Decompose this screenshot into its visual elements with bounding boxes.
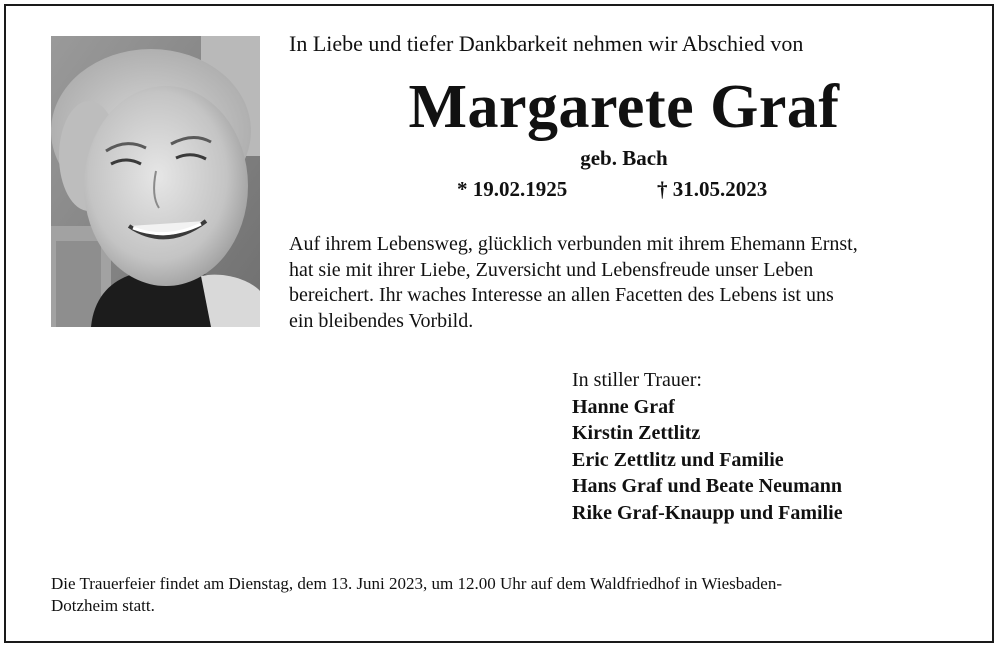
mourner-name: Hans Graf und Beate Neumann <box>572 475 843 497</box>
funeral-line: Die Trauerfeier findet am Dienstag, dem 13. Juni 2023, um 12.00 Uhr auf dem Waldfriedhof in Wiesbaden- <box>51 574 782 593</box>
mourners-heading: In stiller Trauer: <box>572 369 702 391</box>
mourner-name: Kirstin Zettlitz <box>572 422 701 444</box>
mourners-block <box>572 367 843 526</box>
mourner-name: Hanne Graf <box>572 395 675 418</box>
portrait-photo <box>51 36 260 327</box>
mourner-name: Eric Zettlitz und Familie <box>572 448 784 471</box>
tribute-line: hat sie mit ihrer Liebe, Zuversicht und Lebensfreude unser Leben <box>289 258 814 281</box>
tribute-paragraph <box>289 232 969 334</box>
death-date: † 31.05.2023 <box>657 177 768 201</box>
tribute-line: Auf ihrem Lebensweg, glücklich verbunden mit ihrem Ehemann Ernst, <box>289 233 858 255</box>
tribute-line: ein bleibendes Vorbild. <box>289 309 474 332</box>
intro-text: In Liebe und tiefer Dankbarkeit nehmen wir Abschied von <box>289 31 804 56</box>
funeral-line: Dotzheim statt. <box>51 595 155 615</box>
maiden-name: geb. Bach <box>580 146 668 170</box>
birth-date: * 19.02.1925 <box>457 177 568 201</box>
tribute-line: bereichert. Ihr waches Interesse an allen Facetten des Lebens ist uns <box>289 284 834 306</box>
mourner-name: Rike Graf-Knaupp und Familie <box>572 501 843 524</box>
portrait-image <box>51 36 260 327</box>
deceased-name: Margarete Graf <box>408 73 840 141</box>
mourners-list <box>572 394 843 527</box>
funeral-info <box>51 573 782 616</box>
